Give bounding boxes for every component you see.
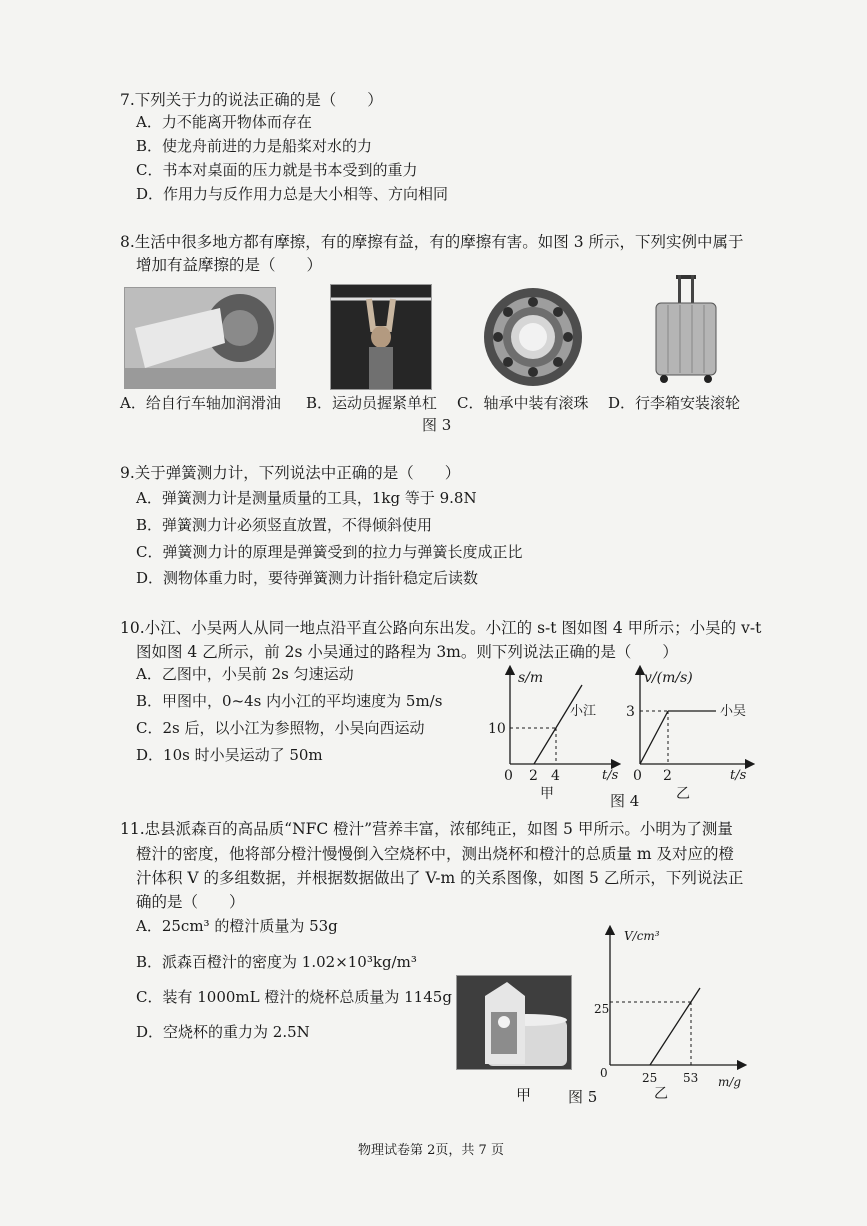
graph-v-m-sub-label: 乙 — [654, 1086, 668, 1100]
q7-option-a: A．力不能离开物体而存在 — [136, 113, 312, 131]
graph-jia-sub-label: 甲 — [540, 786, 554, 802]
q10-option-a: A．乙图中，小吴前 2s 匀速运动 — [136, 665, 354, 683]
q9-option-b: B．弹簧测力计必须竖直放置，不得倾斜使用 — [136, 516, 433, 534]
graph-v-m-x-tick-25: 25 — [642, 1071, 658, 1085]
bike-lubrication-photo — [124, 287, 276, 389]
graph-yi-xlabel: t/s — [730, 768, 747, 783]
q11-option-c: C．装有 1000mL 橙汁的烧杯总质量为 1145g — [136, 988, 452, 1006]
q10-stem-line1: 10.小江、小吴两人从同一地点沿平直公路向东出发。小江的 s-t 图如图 4 甲所示；小吴的 v-t — [120, 619, 762, 637]
q10-stem-line2: 图如图 4 乙所示，前 2s 小吴通过的路程为 3m。则下列说法正确的是（ ） — [136, 643, 678, 661]
graph-yi-line-label: 小吴 — [720, 704, 747, 719]
q9-option-d: D．测物体重力时，要待弹簧测力计指针稳定后读数 — [136, 569, 479, 587]
graph-jia-ylabel: s/m — [518, 670, 544, 686]
q11-stem-line3: 汁体积 V 的多组数据，并根据数据做出了 V-m 的关系图像，如图 5 乙所示，下列说法正 — [136, 869, 744, 887]
q11-stem-line1: 11.忠县派森百的高品质“NFC 橙汁”营养丰富，浓郁纯正，如图 5 甲所示。小明为了测量 — [120, 820, 733, 838]
graph-yi-x-tick-2: 2 — [663, 768, 672, 784]
q7-option-c: C．书本对桌面的压力就是书本受到的重力 — [136, 161, 418, 179]
graph-v-m-ylabel: V/cm³ — [624, 929, 660, 943]
graph-jia-origin: 0 — [504, 768, 513, 784]
q11-label-jia: 甲 — [516, 1086, 532, 1104]
graph-jia-x-tick-2: 2 — [529, 768, 538, 784]
q8-stem-line1: 8.生活中很多地方都有摩擦，有的摩擦有益，有的摩擦有害。如图 3 所示，下列实例中属于 — [120, 233, 744, 251]
q11-figure-label: 图 5 — [568, 1088, 598, 1106]
graph-yi-ylabel: v/(m/s) — [644, 670, 693, 686]
q8-caption-a: A．给自行车轴加润滑油 — [120, 394, 281, 412]
q9-stem: 9.关于弹簧测力计，下列说法中正确的是（ ） — [120, 464, 461, 482]
gymnast-bar-photo — [330, 284, 432, 390]
q8-stem-line2: 增加有益摩擦的是（ ） — [136, 256, 323, 274]
q9-option-c: C．弹簧测力计的原理是弹簧受到的拉力与弹簧长度成正比 — [136, 543, 523, 561]
graph-yi-sub-label: 乙 — [676, 786, 690, 802]
graph-v-m-y-tick: 25 — [594, 1002, 610, 1016]
q9-option-a: A．弹簧测力计是测量质量的工具，1kg 等于 9.8N — [136, 489, 477, 507]
q11-stem-line4: 确的是（ ） — [136, 893, 245, 911]
q8-caption-d: D．行李箱安装滚轮 — [608, 394, 741, 412]
graph-jia-line-label: 小江 — [570, 704, 597, 719]
q10-option-d: D．10s 时小吴运动了 50m — [136, 746, 323, 764]
q11-option-d: D．空烧杯的重力为 2.5N — [136, 1023, 310, 1041]
graph-jia-st — [486, 662, 626, 802]
graph-jia-y-tick: 10 — [488, 721, 506, 737]
q11-stem-line2: 橙汁的密度，他将部分橙汁慢慢倒入空烧杯中，测出烧杯和橙汁的总质量 m 及对应的橙 — [136, 845, 735, 863]
q7-stem: 7.下列关于力的说法正确的是（ ） — [120, 91, 383, 109]
q10-figure-label: 图 4 — [610, 792, 640, 810]
graph-v-m — [590, 922, 750, 1100]
graph-jia-xlabel: t/s — [602, 768, 619, 783]
q7-option-b: B．使龙舟前进的力是船桨对水的力 — [136, 137, 373, 155]
q8-caption-b: B．运动员握紧单杠 — [306, 394, 438, 412]
q10-option-c: C．2s 后，以小江为参照物，小吴向西运动 — [136, 719, 425, 737]
graph-v-m-xlabel: m/g — [718, 1075, 742, 1089]
q7-option-d: D．作用力与反作用力总是大小相等、方向相同 — [136, 185, 449, 203]
suitcase-photo — [654, 273, 718, 385]
q8-caption-c: C．轴承中装有滚珠 — [457, 394, 589, 412]
q10-option-b: B．甲图中，0~4s 内小江的平均速度为 5m/s — [136, 692, 443, 710]
q11-option-a: A．25cm³ 的橙汁质量为 53g — [136, 917, 338, 935]
graph-v-m-origin: 0 — [600, 1066, 608, 1080]
graph-yi-vt — [616, 662, 756, 802]
orange-juice-photo — [456, 975, 572, 1070]
page-footer: 物理试卷第 2页，共 7 页 — [358, 1143, 504, 1158]
q8-figure-label: 图 3 — [422, 416, 452, 434]
graph-yi-y-tick: 3 — [626, 704, 635, 720]
graph-jia-x-tick-4: 4 — [551, 768, 560, 784]
ball-bearing-photo — [482, 286, 584, 388]
q11-option-b: B．派森百橙汁的密度为 1.02×10³kg/m³ — [136, 953, 417, 971]
graph-yi-origin: 0 — [633, 768, 642, 784]
graph-v-m-x-tick-53: 53 — [683, 1071, 699, 1085]
